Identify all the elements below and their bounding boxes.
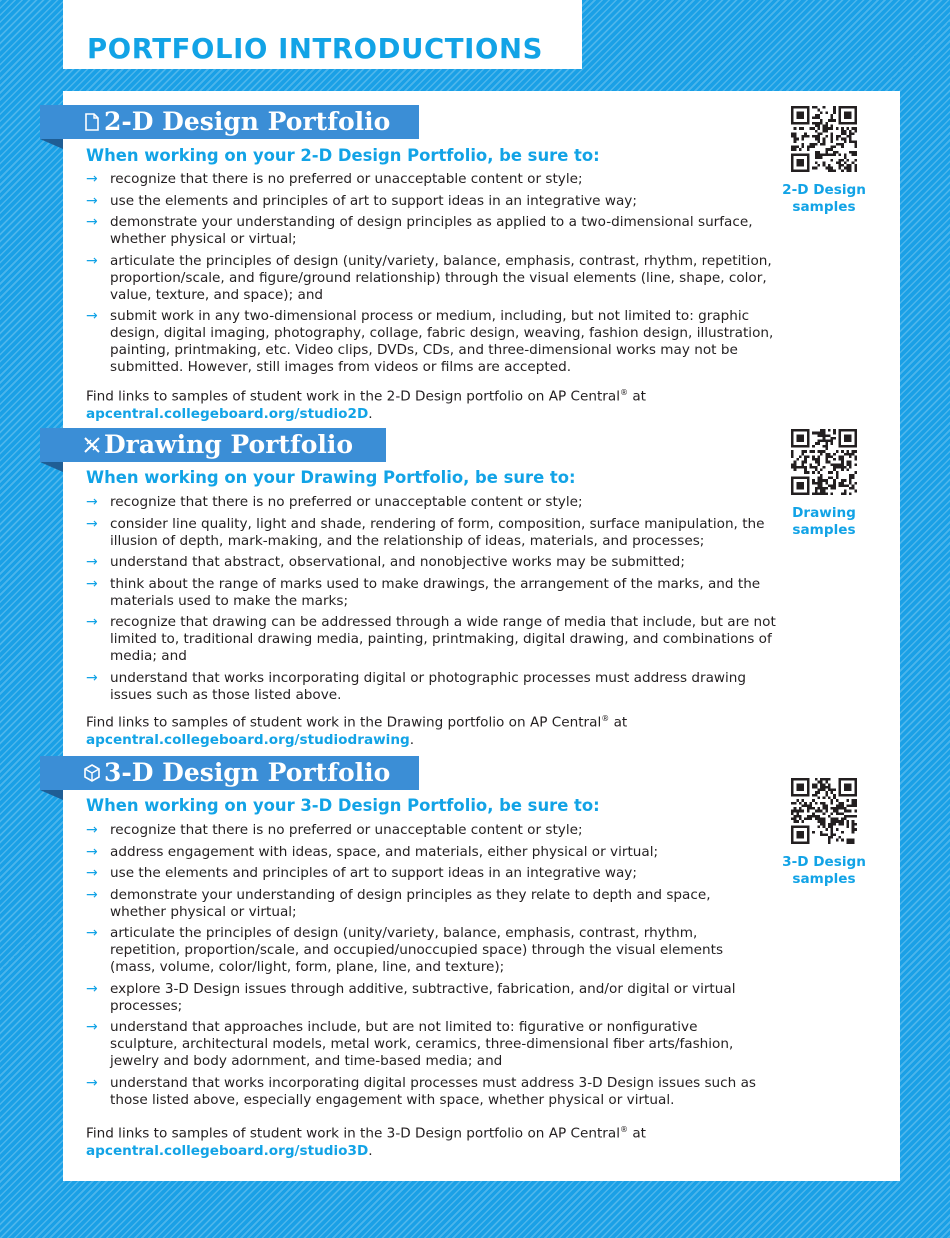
list-item: → articulate the principles of design (unity/variety, balance, emphasis, contrast, rhythm, repetition, proportion/scale, and occupied/unoccupied space) through the visual elements (mass, volume, color/light, form, plane, line, and texture); [86, 925, 724, 975]
arrow-icon: → [86, 494, 98, 510]
list-item: → articulate the principles of design (unity/variety, balance, emphasis, contrast, rhythm, repetition, proportion/scale, and figure/ground relationship) through the visual elements (line, shape, color, value, texture, and space); and [86, 252, 772, 303]
arrow-icon: → [86, 192, 98, 209]
list-item: → address engagement with ideas, space, and materials, either physical or virtual; [86, 843, 659, 860]
list-item: → recognize that drawing can be addressed through a wide range of media that include, but are not limited to, traditional drawing media, painting, printmaking, digital drawing, and combinations of media; and [86, 614, 776, 664]
list-item: → consider line quality, light and shade, rendering of form, composition, surface manipulation, the illusion of depth, mark-making, and the relationship of ideas, materials, and processes; [86, 515, 765, 549]
samples-note: Find links to samples of student work in the Drawing portfolio on AP Central® at apcentral.collegeboard.org/studiodrawing. [86, 714, 628, 748]
list-item: → think about the range of marks used to make drawings, the arrangement of the marks, and the materials used to make the marks; [86, 575, 761, 609]
arrow-icon: → [86, 614, 98, 630]
bullet-list [86, 822, 756, 1113]
page-title: PORTFOLIO INTRODUCTIONS [87, 33, 543, 65]
arrow-icon: → [86, 865, 98, 881]
arrow-icon: → [86, 554, 98, 570]
section-subhead: When working on your Drawing Portfolio, be sure to: [86, 468, 576, 487]
list-item: → demonstrate your understanding of design principles as they relate to depth and space, whether physical or virtual; [86, 886, 711, 920]
qr-3d-design[interactable]: 3-D Design samples [754, 778, 894, 887]
samples-link[interactable]: apcentral.collegeboard.org/studiodrawing [86, 731, 410, 748]
arrow-icon: → [86, 886, 98, 903]
document-icon [82, 112, 102, 132]
arrow-icon: → [86, 980, 98, 997]
section-title: 2-D Design Portfolio [104, 107, 391, 136]
section-banner [40, 105, 419, 139]
bullet-list [86, 494, 776, 708]
arrow-icon: → [86, 308, 98, 324]
arrow-icon: → [86, 822, 98, 838]
list-item: → understand that abstract, observational, and nonobjective works may be submitted; [86, 554, 685, 570]
section-banner [40, 756, 419, 790]
list-item: → demonstrate your understanding of design principles as applied to a two-dimensional surface, whether physical or virtual; [86, 214, 753, 247]
samples-note: Find links to samples of student work in the 3-D Design portfolio on AP Central® at apcentral.collegeboard.org/studio3D. [86, 1125, 646, 1159]
section-banner [40, 428, 386, 462]
list-item: → understand that works incorporating digital processes must address 3-D Design issues such as those listed above, especially engagement with space, whether physical or virtual. [86, 1074, 756, 1108]
arrow-icon: → [86, 1074, 98, 1091]
qr-caption: 3-D Design [782, 854, 866, 870]
qr-2d-design[interactable]: 2-D Design samples [754, 106, 894, 215]
qr-drawing[interactable]: Drawing samples [754, 429, 894, 538]
cube-icon [82, 763, 102, 783]
arrow-icon: → [86, 1019, 98, 1035]
samples-note: Find links to samples of student work in the 2-D Design portfolio on AP Central® at apcentral.collegeboard.org/studio2D. [86, 388, 646, 422]
arrow-icon: → [86, 843, 98, 860]
list-item: → understand that approaches include, but are not limited to: figurative or nonfigurative sculpture, architectural models, metal work, ceramics, three-dimensional fiber arts/fashion, jewelry and body adornment, and time-based media; and [86, 1019, 734, 1069]
qr-code-icon [791, 429, 857, 495]
content-panel [63, 91, 900, 1181]
arrow-icon: → [86, 575, 98, 592]
list-item: → explore 3-D Design issues through additive, subtractive, fabrication, and/or digital or virtual processes; [86, 980, 736, 1014]
qr-caption: 2-D Design [782, 182, 866, 198]
samples-link[interactable]: apcentral.collegeboard.org/studio2D [86, 405, 369, 422]
list-item: → recognize that there is no preferred or unacceptable content or style; [86, 494, 583, 510]
section-subhead: When working on your 2-D Design Portfolio, be sure to: [86, 146, 600, 165]
qr-caption: Drawing [792, 505, 856, 521]
list-item: → use the elements and principles of art to support ideas in an integrative way; [86, 192, 637, 209]
list-item: → use the elements and principles of art to support ideas in an integrative way; [86, 865, 637, 881]
list-item: → understand that works incorporating digital or photographic processes must address drawing issues such as those listed above. [86, 669, 747, 703]
qr-code-icon [791, 106, 857, 172]
arrow-icon: → [86, 515, 98, 532]
page-title-box [63, 0, 582, 69]
section-title: 3-D Design Portfolio [104, 758, 391, 787]
arrow-icon: → [86, 214, 98, 230]
arrow-icon: → [86, 669, 98, 686]
drawing-tools-icon [82, 435, 102, 455]
section-title: Drawing Portfolio [104, 430, 354, 459]
arrow-icon: → [86, 252, 98, 269]
samples-link[interactable]: apcentral.collegeboard.org/studio3D [86, 1142, 369, 1159]
list-item: → recognize that there is no preferred or unacceptable content or style; [86, 171, 583, 187]
qr-code-icon [791, 778, 857, 844]
section-subhead: When working on your 3-D Design Portfolio, be sure to: [86, 796, 600, 815]
list-item: → submit work in any two-dimensional process or medium, including, but not limited to: graphic design, digital imaging, photography, collage, fabric design, weaving, fashion design, illustration, painting, printmaking, etc. Video clips, DVDs, CDs, and three-dimensional works may not be submitted. However, still images from videos or films are accepted. [86, 308, 774, 375]
bullet-list [86, 171, 786, 381]
arrow-icon: → [86, 925, 98, 941]
arrow-icon: → [86, 171, 98, 187]
list-item: → recognize that there is no preferred or unacceptable content or style; [86, 822, 583, 838]
